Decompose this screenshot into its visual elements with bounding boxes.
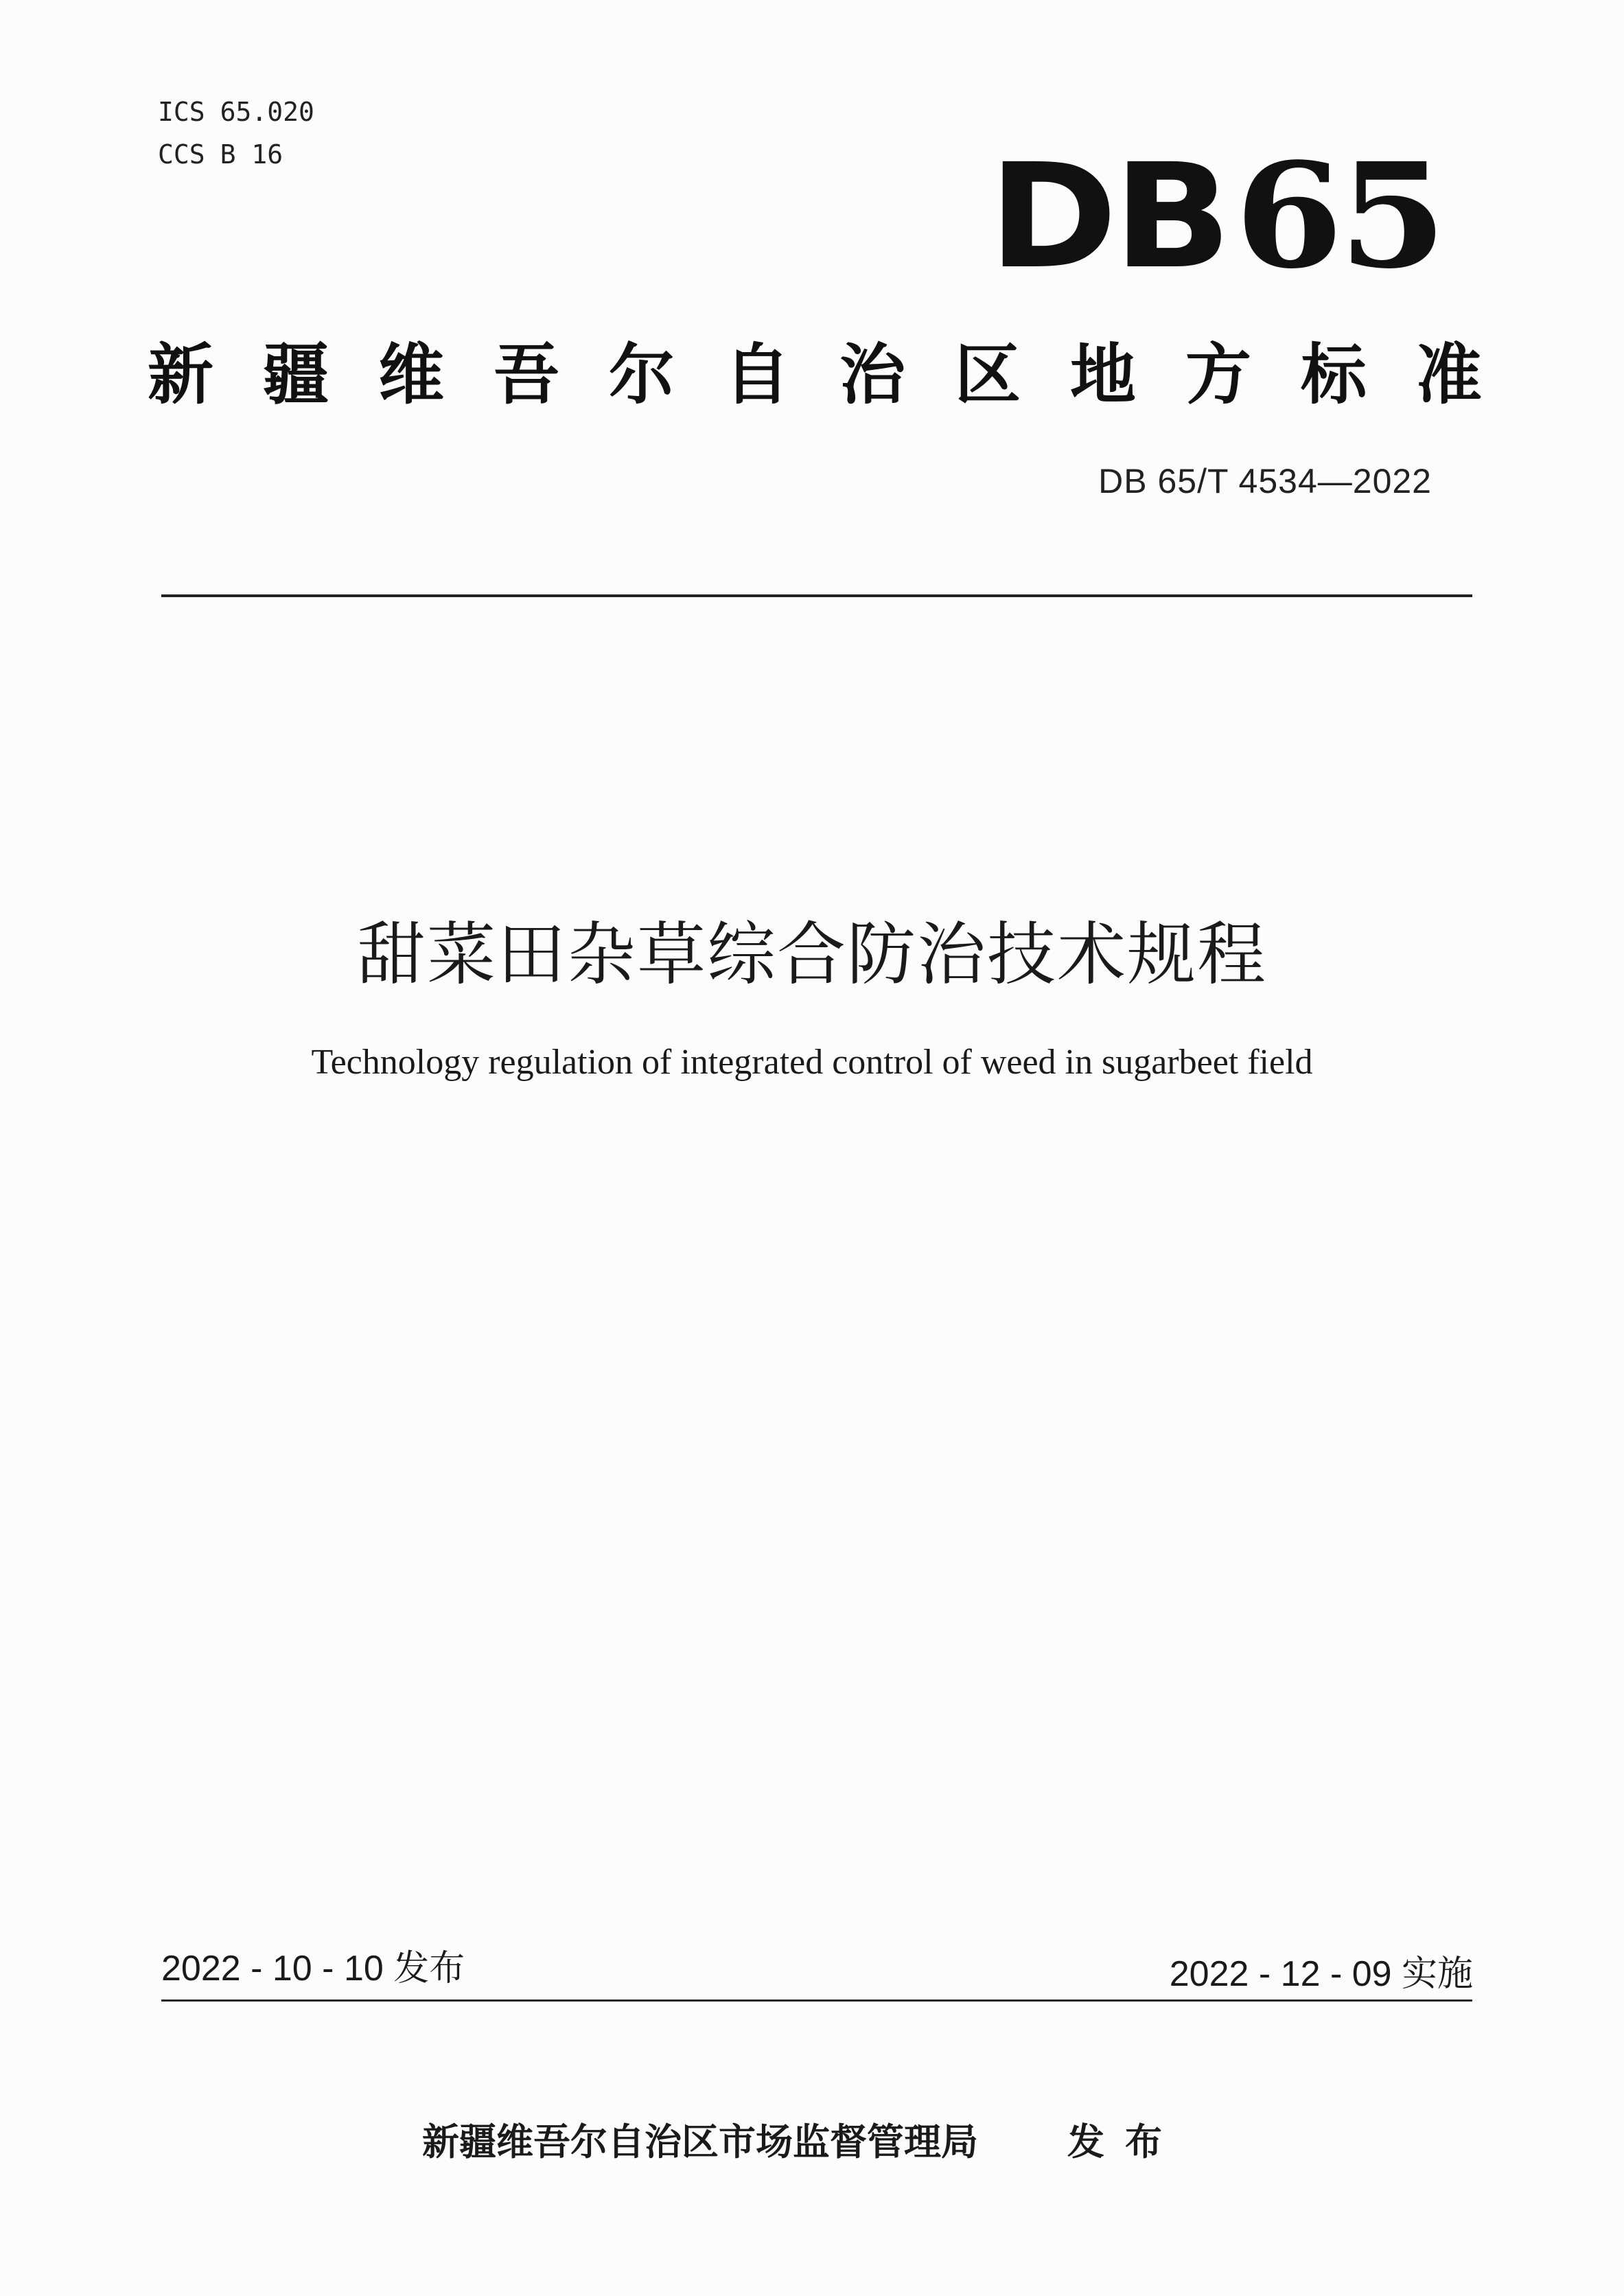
- publisher-name: 新疆维吾尔自治区市场监督管理局: [422, 2120, 978, 2164]
- publish-word: 发布: [1067, 2120, 1183, 2164]
- ccs-value: B 16: [220, 139, 283, 170]
- publish-date: 2022 - 10 - 10 发布: [161, 1949, 465, 1988]
- db65-logo: [988, 131, 1443, 301]
- title-chinese: 甜菜田杂草综合防治技术规程: [357, 914, 1267, 995]
- top-divider: [161, 594, 1472, 597]
- classification-codes: [158, 91, 329, 176]
- ccs-row: [158, 133, 329, 176]
- ics-row: [158, 91, 329, 133]
- standard-type-heading: 新疆维吾尔自治区地方标准: [148, 336, 1531, 413]
- bottom-divider: [161, 1999, 1472, 2002]
- ics-label: ICS: [158, 97, 205, 127]
- logo-letters: DB: [988, 132, 1228, 301]
- standard-code: DB 65/T 4534—2022: [1098, 462, 1432, 500]
- effective-date: 2022 - 12 - 09 实施: [1169, 1954, 1473, 1994]
- ccs-label: CCS: [158, 139, 205, 170]
- ics-value: 65.020: [220, 97, 314, 127]
- logo-number: 65: [1234, 131, 1443, 301]
- title-english: Technology regulation of integrated control of weed in sugarbeet field: [311, 1043, 1313, 1082]
